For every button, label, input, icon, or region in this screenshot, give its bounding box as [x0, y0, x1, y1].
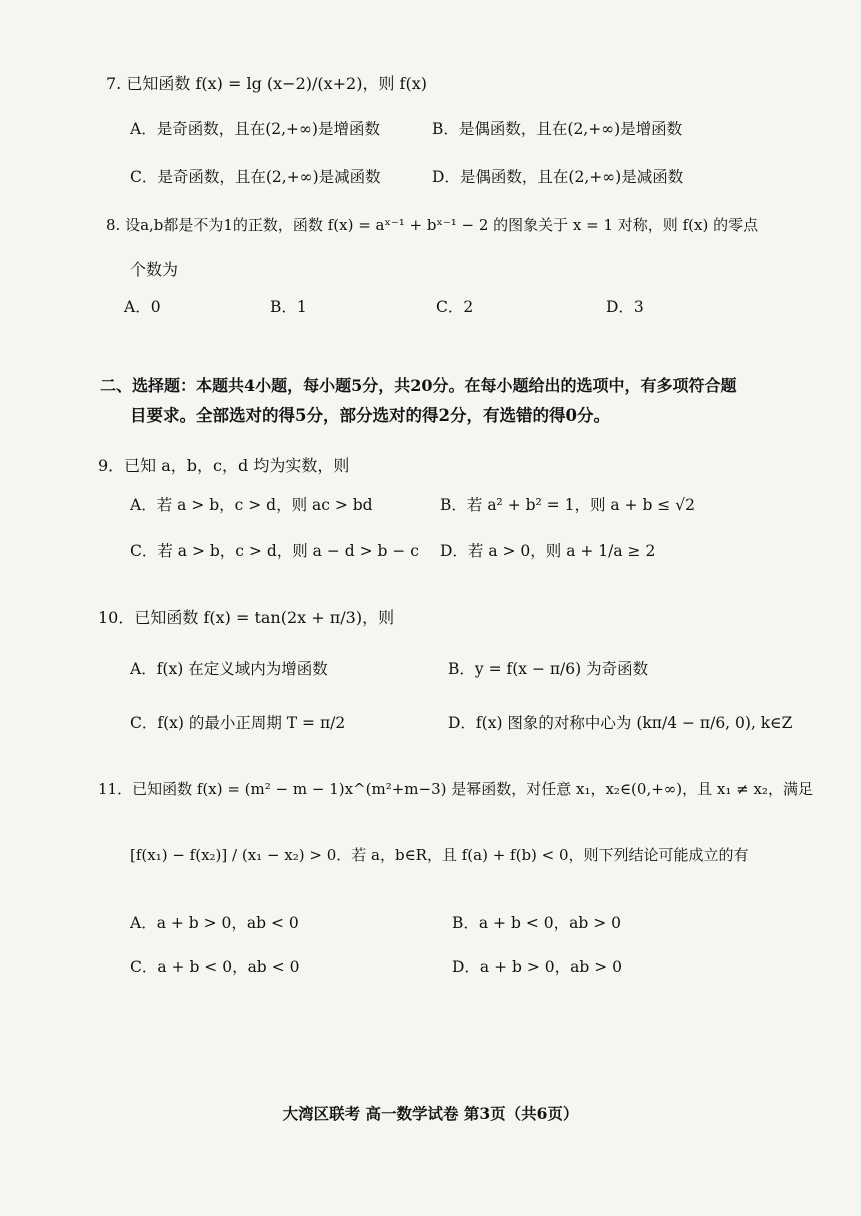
- q8-stem-continued: 个数为: [130, 260, 179, 279]
- q7-option-c: C．是奇函数，且在(2,+∞)是减函数: [130, 168, 381, 186]
- q9-option-b: B．若 a² + b² = 1，则 a + b ≤ √2: [440, 496, 695, 514]
- q10-option-d: D．f(x) 图象的对称中心为 (kπ/4 − π/6, 0), k∈Z: [448, 714, 793, 732]
- q10-stem: 10．已知函数 f(x) = tan(2x + π/3)，则: [98, 608, 395, 627]
- q8-stem: 8. 设a,b都是不为1的正数，函数 f(x) = aˣ⁻¹ + bˣ⁻¹ − 2 的图象关于 x = 1 对称，则 f(x) 的零点: [106, 216, 759, 234]
- section2-instructions-line2: 目要求。全部选对的得5分，部分选对的得2分，有选错的得0分。: [130, 406, 610, 425]
- q10-option-b: B．y = f(x − π/6) 为奇函数: [448, 660, 649, 678]
- page-footer: 大湾区联考 高一数学试卷 第3页（共6页）: [282, 1104, 579, 1123]
- q7-stem: 7. 已知函数 f(x) = lg (x−2)/(x+2)，则 f(x): [106, 74, 427, 93]
- q8-option-b: B．1: [270, 298, 307, 316]
- q11-option-a: A．a + b > 0，ab < 0: [130, 914, 299, 932]
- q11-stem-continued: [f(x₁) − f(x₂)] / (x₁ − x₂) > 0．若 a，b∈R，且 f(a) + f(b) < 0，则下列结论可能成立的有: [130, 846, 749, 864]
- q9-option-a: A．若 a > b，c > d，则 ac > bd: [130, 496, 373, 514]
- section2-instructions-line1: 二、选择题：本题共4小题，每小题5分，共20分。在每小题给出的选项中，有多项符合题: [100, 376, 737, 395]
- q11-option-d: D．a + b > 0，ab > 0: [452, 958, 623, 976]
- q10-option-a: A．f(x) 在定义域内为增函数: [130, 660, 328, 678]
- q7-option-b: B．是偶函数，且在(2,+∞)是增函数: [432, 120, 683, 138]
- q9-option-c: C．若 a > b，c > d，则 a − d > b − c: [130, 542, 419, 560]
- q7-option-d: D．是偶函数，且在(2,+∞)是减函数: [432, 168, 684, 186]
- q11-option-b: B．a + b < 0，ab > 0: [452, 914, 621, 932]
- q11-option-c: C．a + b < 0，ab < 0: [130, 958, 300, 976]
- q9-stem: 9．已知 a，b，c，d 均为实数，则: [98, 456, 350, 475]
- q9-option-d: D．若 a > 0，则 a + 1/a ≥ 2: [440, 542, 656, 560]
- q11-stem: 11．已知函数 f(x) = (m² − m − 1)x^(m²+m−3) 是幂函数，对任意 x₁，x₂∈(0,+∞)，且 x₁ ≠ x₂，满足: [98, 780, 813, 798]
- q8-option-d: D．3: [606, 298, 644, 316]
- q7-option-a: A．是奇函数，且在(2,+∞)是增函数: [130, 120, 380, 138]
- q8-option-c: C．2: [436, 298, 474, 316]
- q8-option-a: A．0: [124, 298, 161, 316]
- q10-option-c: C．f(x) 的最小正周期 T = π/2: [130, 714, 346, 732]
